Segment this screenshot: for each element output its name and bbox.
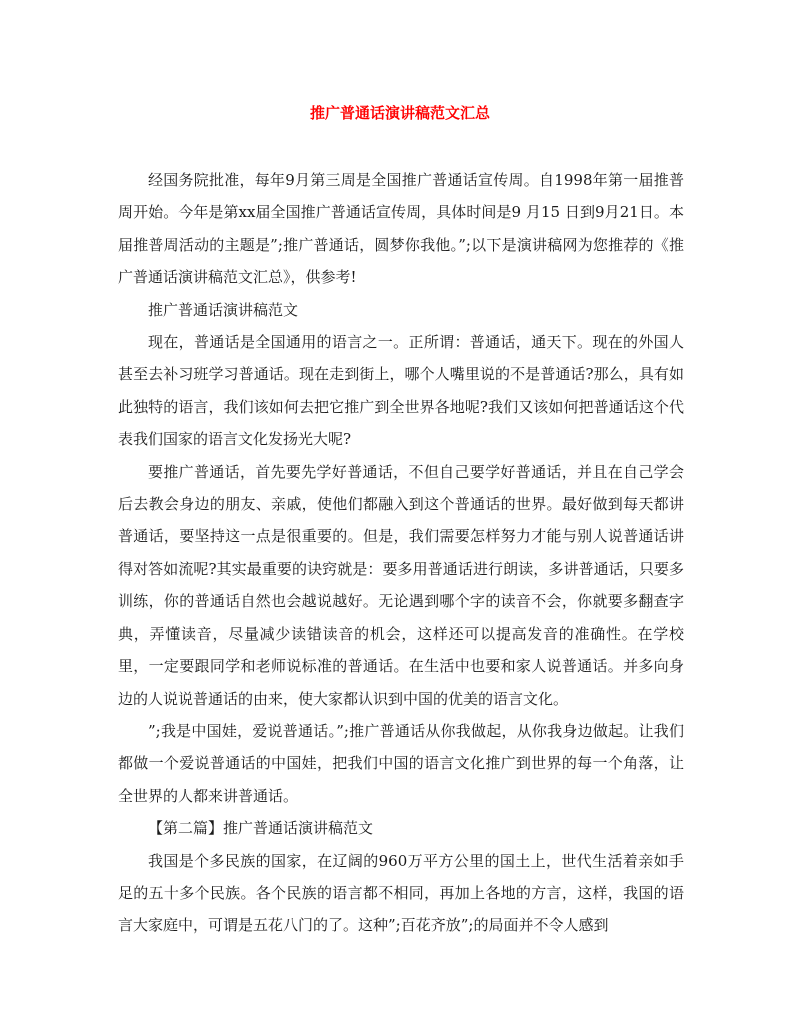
section-heading-1: 推广普通话演讲稿范文: [148, 300, 299, 319]
document-title: 推广普通话演讲稿范文汇总: [309, 104, 490, 122]
body-paragraph-3: ”;我是中国娃，爱说普通话。”;推广普通话从你我做起，从你我身边做起。让我们都做一个爱说普通话的中国娃，把我们中国的语言文化推广到世界的每一个角落，让全世界的人都来讲普通话。: [118, 721, 684, 805]
intro-paragraph: 经国务院批准，每年9月第三周是全国推广普通话宣传周。自1998年第一届推普周开始。今年是第xx届全国推广普通话宣传周，具体时间是9 月15 日到9月21日。本届推普周活动的主题是”;推广普通话，圆梦你我他。”;以下是演讲稿网为您推荐的《推广普通话演讲稿范文汇总》，供参考!: [118, 171, 684, 287]
document-body: [118, 164, 684, 942]
section-heading-2: 【第二篇】推广普通话演讲稿范文: [148, 819, 374, 838]
body-paragraph-2: 要推广普通话，首先要先学好普通话，不但自己要学好普通话，并且在自己学会后去教会身边的朋友、亲戚，使他们都融入到这个普通话的世界。最好做到每天都讲普通话，要坚持这一点是很重要的。但是，我们需要怎样努力才能与别人说普通话讲得对答如流呢?其实最重要的诀窍就是：要多用普通话进行朗读，多讲普通话，只要多训练，你的普通话自然也会越说越好。无论遇到哪个字的读音不会，你就要多翻查字典，弄懂读音，尽量减少读错读音的机会，这样还可以提高发音的准确性。在学校里，一定要跟同学和老师说标准的普通话。在生活中也要和家人说普通话。并多向身边的人说说普通话的由来，使大家都认识到中国的优美的语言文化。: [118, 462, 684, 708]
body-paragraph-1: 现在，普通话是全国通用的语言之一。正所谓：普通话，通天下。现在的外国人甚至去补习班学习普通话。现在走到街上，哪个人嘴里说的不是普通话?那么，具有如此独特的语言，我们该如何去把它推广到全世界各地呢?我们又该如何把普通话这个代表我们国家的语言文化发扬光大呢?: [118, 333, 684, 449]
body-paragraph-4: 我国是个多民族的国家，在辽阔的960万平方公里的国土上，世代生活着亲如手足的五十多个民族。各个民族的语言都不相同，再加上各地的方言，这样，我国的语言大家庭中，可谓是五花八门的了。这种”;百花齐放”;的局面并不令人感到: [118, 851, 684, 935]
